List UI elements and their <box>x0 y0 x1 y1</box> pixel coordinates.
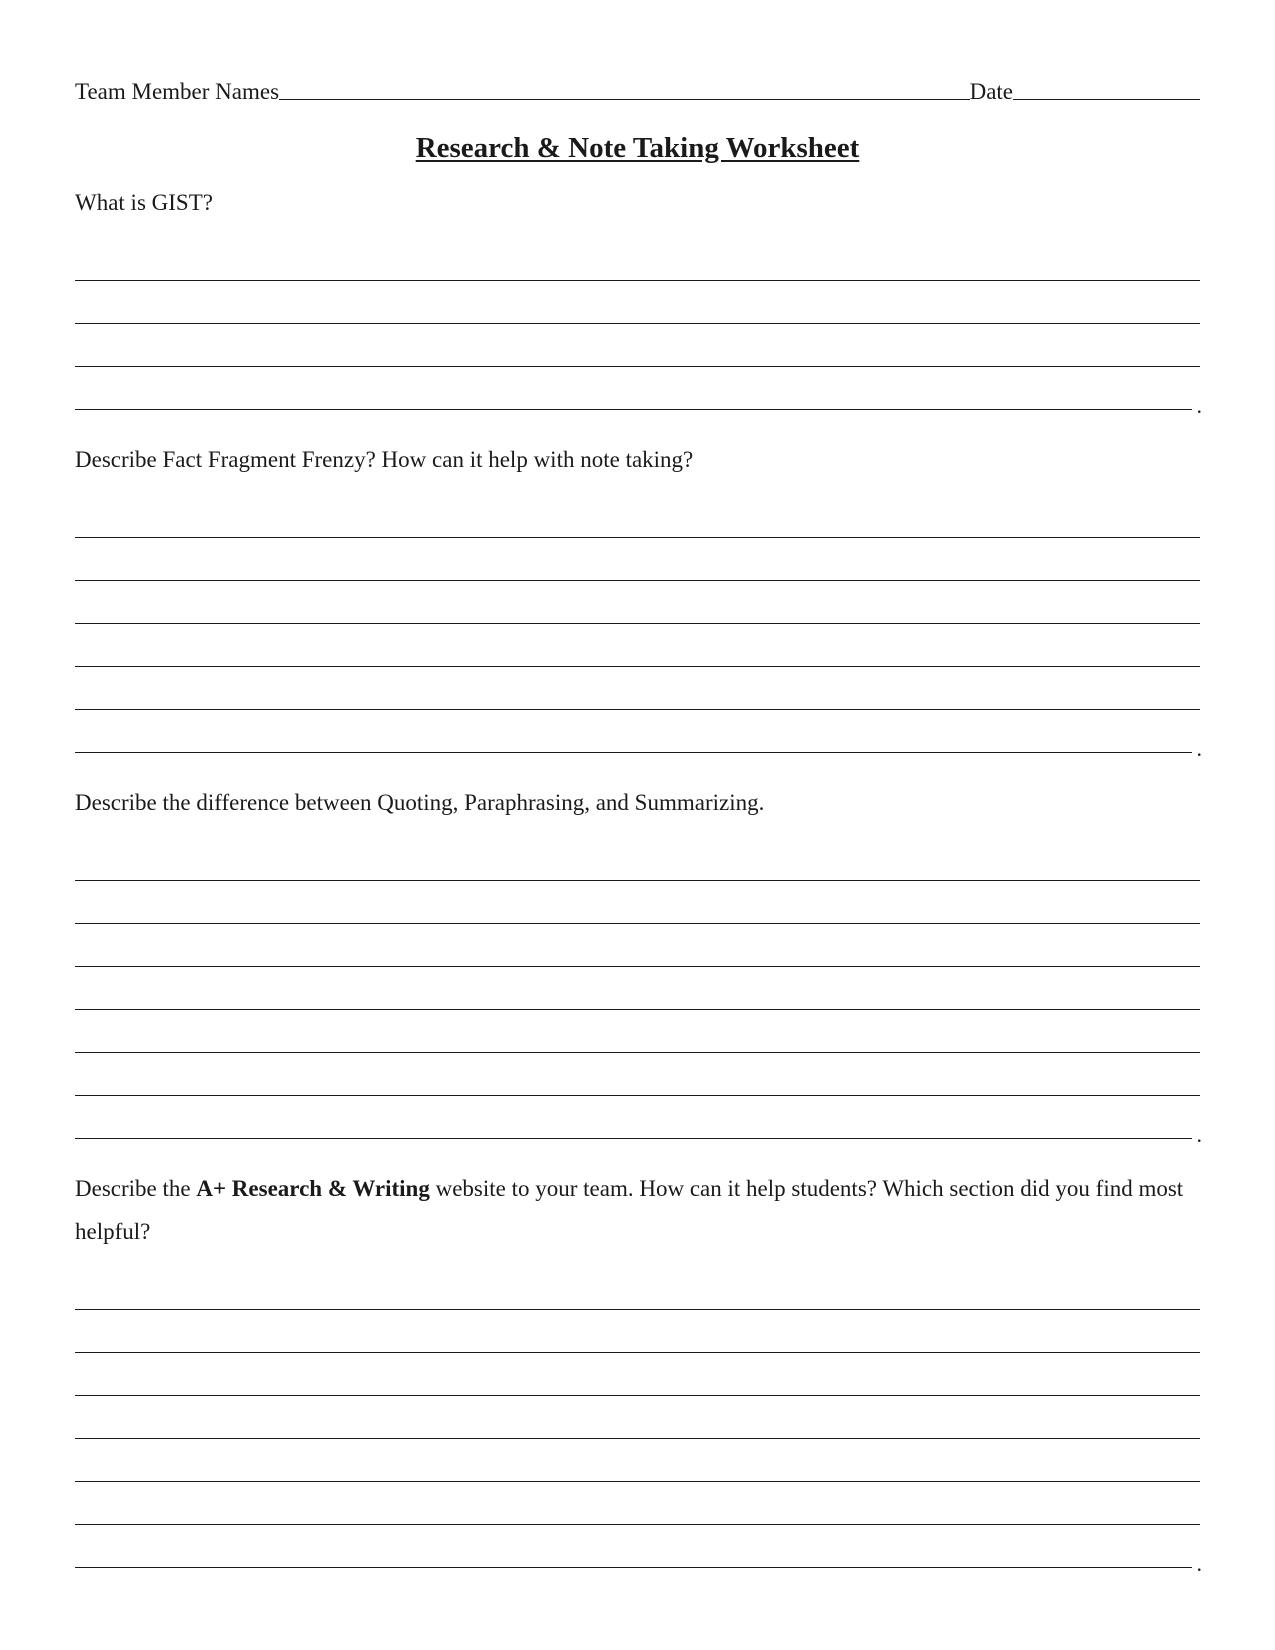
answer-line[interactable] <box>75 238 1200 281</box>
answer-line[interactable] <box>75 1010 1200 1053</box>
answer-line[interactable] <box>75 838 1200 881</box>
question-text-pre: Describe the <box>75 1176 197 1201</box>
question-text: Describe Fact Fragment Frenzy? How can it help with note taking? <box>75 447 694 472</box>
answer-line[interactable] <box>75 881 1200 924</box>
question-text: What is GIST? <box>75 190 213 215</box>
line-end-mark: . <box>1196 393 1202 418</box>
answer-line[interactable] <box>75 1525 1202 1576</box>
answer-line[interactable] <box>75 1053 1200 1096</box>
answer-line[interactable] <box>75 538 1200 581</box>
answer-line[interactable] <box>75 924 1200 967</box>
question-text-post: website to your team. How can it help students? Which section did you find most helpful? <box>75 1176 1184 1244</box>
team-member-names-label: Team Member Names <box>75 79 280 104</box>
answer-line[interactable] <box>75 1439 1200 1482</box>
question-text <box>75 1167 1200 1253</box>
answer-line[interactable] <box>75 1267 1200 1310</box>
section-quoting-paraphrasing-summarizing <box>75 781 1202 1147</box>
section-fact-fragment-frenzy <box>75 438 1202 761</box>
answer-line[interactable] <box>75 495 1200 538</box>
worksheet-title: Research & Note Taking Worksheet <box>415 132 860 164</box>
answer-line[interactable] <box>75 1096 1202 1147</box>
answer-line[interactable] <box>75 710 1202 761</box>
answer-line[interactable] <box>75 624 1200 667</box>
answer-line[interactable] <box>75 281 1200 324</box>
section-gist <box>75 181 1202 418</box>
line-end-mark: . <box>1196 1122 1202 1147</box>
team-member-names-field[interactable] <box>279 77 970 100</box>
website-name: A+ Research & Writing <box>196 1176 430 1201</box>
line-end-mark: . <box>1196 736 1202 761</box>
section-a-plus-research-writing <box>75 1167 1202 1576</box>
question-text: Describe the difference between Quoting, Paraphrasing, and Summarizing. <box>75 790 765 815</box>
answer-line[interactable] <box>75 1482 1200 1525</box>
answer-line[interactable] <box>75 367 1202 418</box>
answer-line[interactable] <box>75 581 1200 624</box>
answer-lines <box>75 838 1202 1147</box>
answer-lines <box>75 495 1202 761</box>
header-row <box>75 74 1200 104</box>
answer-line[interactable] <box>75 967 1200 1010</box>
date-label: Date <box>969 79 1013 104</box>
answer-lines <box>75 1267 1202 1576</box>
answer-line[interactable] <box>75 1396 1200 1439</box>
answer-lines <box>75 238 1202 418</box>
answer-line[interactable] <box>75 667 1200 710</box>
answer-line[interactable] <box>75 1353 1200 1396</box>
line-end-mark: . <box>1196 1551 1202 1576</box>
answer-line[interactable] <box>75 1310 1200 1353</box>
date-field[interactable] <box>1013 77 1200 100</box>
answer-line[interactable] <box>75 324 1200 367</box>
